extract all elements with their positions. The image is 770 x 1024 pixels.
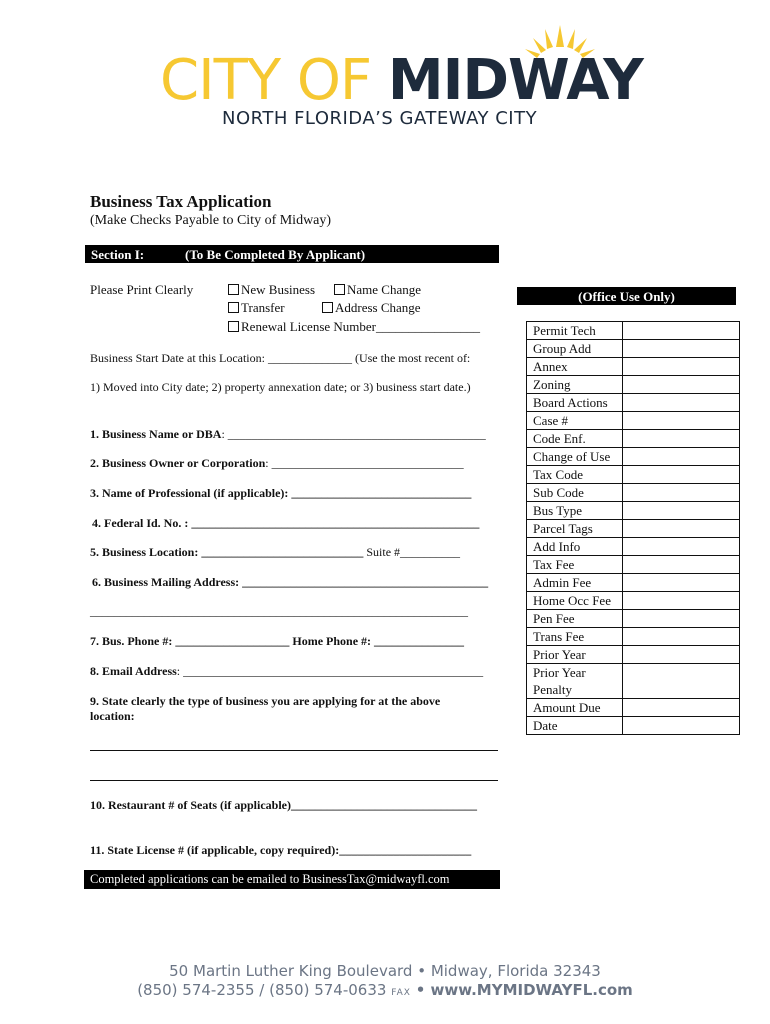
office-row — [527, 717, 740, 735]
office-value-cell[interactable] — [623, 592, 740, 610]
field-restaurant-seats[interactable] — [90, 798, 477, 813]
office-use-header — [517, 287, 736, 305]
logo-city-of: CITY OF — [160, 48, 388, 113]
office-value-cell[interactable] — [623, 412, 740, 430]
field-blank: : __________________________________________________ — [176, 664, 484, 678]
office-use-table — [526, 321, 740, 735]
office-label: Prior Year — [527, 646, 623, 664]
checkbox-box[interactable] — [334, 284, 345, 295]
office-value-cell[interactable] — [623, 340, 740, 358]
field-business-location[interactable] — [90, 545, 460, 560]
field-label: 3. Name of Professional (if applicable): ______________________________ — [90, 486, 472, 500]
field-home-phone: Home Phone #: _______________ — [289, 634, 465, 648]
field-label: 7. Bus. Phone #: ___________________ — [90, 634, 290, 648]
form-subtitle: (Make Checks Payable to City of Midway) — [90, 213, 332, 228]
checkbox-box[interactable] — [322, 302, 333, 313]
field-professional-name[interactable] — [90, 486, 471, 501]
office-row — [527, 502, 740, 520]
office-value-cell[interactable] — [623, 574, 740, 592]
email-instructions-text: Completed applications can be emailed to BusinessTax@midwayfl.com — [90, 872, 450, 886]
office-value-cell[interactable] — [623, 664, 740, 699]
checkbox-label: Renewal License Number________________ — [241, 319, 481, 334]
office-row — [527, 484, 740, 502]
office-value-cell[interactable] — [623, 322, 740, 340]
field-label: location: — [90, 709, 135, 723]
section-note: (To Be Completed By Applicant) — [185, 247, 366, 262]
office-label: Prior Year Penalty — [527, 664, 623, 699]
field-business-type-line2 — [90, 709, 135, 724]
business-type-line-2[interactable] — [90, 780, 498, 781]
office-value-cell[interactable] — [623, 538, 740, 556]
checkbox-name-change[interactable] — [334, 282, 421, 298]
form-title: Business Tax Application — [90, 192, 272, 211]
checkbox-address-change[interactable] — [322, 300, 421, 316]
office-row — [527, 520, 740, 538]
office-value-cell[interactable] — [623, 448, 740, 466]
office-value-cell[interactable] — [623, 628, 740, 646]
checkbox-label: Name Change — [347, 282, 422, 297]
office-label: Add Info — [527, 538, 623, 556]
print-clearly-label: Please Print Clearly — [90, 282, 194, 297]
office-value-cell[interactable] — [623, 484, 740, 502]
fax-label: FAX — [391, 988, 411, 998]
office-label: Change of Use — [527, 448, 623, 466]
office-value-cell[interactable] — [623, 717, 740, 735]
office-label: Annex — [527, 358, 623, 376]
office-row — [527, 340, 740, 358]
office-label: Case # — [527, 412, 623, 430]
logo-wordmark — [160, 48, 643, 113]
checkbox-label: New Business — [241, 282, 316, 297]
office-row — [527, 322, 740, 340]
office-row — [527, 412, 740, 430]
field-business-owner[interactable] — [90, 456, 464, 471]
office-row — [527, 394, 740, 412]
field-blank: : ________________________________ — [265, 456, 464, 470]
office-value-cell[interactable] — [623, 699, 740, 717]
office-row — [527, 664, 740, 699]
field-label: 8. Email Address — [90, 664, 177, 678]
office-label: Tax Fee — [527, 556, 623, 574]
checkbox-label: Transfer — [241, 300, 285, 315]
office-value-cell[interactable] — [623, 520, 740, 538]
office-value-cell[interactable] — [623, 394, 740, 412]
office-row — [527, 376, 740, 394]
field-label: 5. Business Location: ___________________________ — [90, 545, 364, 559]
field-label: 10. Restaurant # of Seats (if applicable)_______________________________ — [90, 798, 477, 812]
office-label: Permit Tech — [527, 322, 623, 340]
website-link[interactable]: • www.MYMIDWAYFL.com — [415, 981, 633, 999]
office-use-title: (Office Use Only) — [578, 289, 675, 304]
office-value-cell[interactable] — [623, 358, 740, 376]
office-row — [527, 610, 740, 628]
office-value-cell[interactable] — [623, 430, 740, 448]
field-federal-id[interactable] — [92, 516, 479, 531]
field-suite: Suite #__________ — [363, 545, 461, 559]
checkbox-box[interactable] — [228, 302, 239, 313]
office-label: Bus Type — [527, 502, 623, 520]
office-value-cell[interactable] — [623, 376, 740, 394]
address-line: 50 Martin Luther King Boulevard • Midway, Florida 32343 — [169, 962, 601, 980]
office-label: Code Enf. — [527, 430, 623, 448]
field-label: 11. State License # (if applicable, copy required):______________________ — [90, 843, 472, 857]
checkbox-renewal[interactable] — [228, 319, 480, 335]
office-label: Amount Due — [527, 699, 623, 717]
email-instructions-bar — [84, 870, 500, 889]
office-label: Trans Fee — [527, 628, 623, 646]
field-mailing-address-cont[interactable]: _______________________________________________________________ — [90, 604, 468, 618]
field-business-type-line1 — [90, 694, 440, 709]
office-row — [527, 628, 740, 646]
office-value-cell[interactable] — [623, 466, 740, 484]
business-type-line-1[interactable] — [90, 750, 498, 751]
office-row — [527, 430, 740, 448]
office-value-cell[interactable] — [623, 502, 740, 520]
checkbox-transfer[interactable] — [228, 300, 285, 316]
office-label: Home Occ Fee — [527, 592, 623, 610]
section-header-bar — [85, 245, 499, 263]
office-row — [527, 448, 740, 466]
logo-midway: MIDWAY — [387, 48, 643, 113]
office-row — [527, 646, 740, 664]
field-blank: : ___________________________________________ — [221, 427, 486, 441]
city-logo — [160, 25, 643, 135]
office-value-cell[interactable] — [623, 646, 740, 664]
office-row — [527, 574, 740, 592]
field-label: 6. Business Mailing Address: _________________________________________ — [92, 575, 489, 589]
office-row — [527, 358, 740, 376]
office-label: Parcel Tags — [527, 520, 623, 538]
field-label: 4. Federal Id. No. : ________________________________________________ — [92, 516, 480, 530]
office-label: Date — [527, 717, 623, 735]
office-value-cell[interactable] — [623, 556, 740, 574]
field-mailing-address[interactable] — [92, 575, 488, 590]
office-value-cell[interactable] — [623, 610, 740, 628]
office-row — [527, 466, 740, 484]
field-label: 2. Business Owner or Corporation — [90, 456, 266, 470]
field-label: 1. Business Name or DBA — [90, 427, 222, 441]
checkbox-box[interactable] — [228, 321, 239, 332]
checkbox-box[interactable] — [228, 284, 239, 295]
start-date-line2: 1) Moved into City date; 2) property annexation date; or 3) business start date.) — [90, 380, 471, 394]
office-label: Tax Code — [527, 466, 623, 484]
field-phones[interactable] — [90, 634, 464, 649]
office-row — [527, 699, 740, 717]
field-state-license[interactable] — [90, 843, 471, 858]
field-email[interactable] — [90, 664, 483, 679]
checkbox-new-business[interactable] — [228, 282, 315, 298]
office-label: Group Add — [527, 340, 623, 358]
section-label: Section I: — [91, 247, 145, 262]
start-date-line1: Business Start Date at this Location: ______________ (Use the most recent of: — [90, 351, 471, 365]
office-row — [527, 592, 740, 610]
office-row — [527, 538, 740, 556]
field-label: 9. State clearly the type of business you are applying for at the above — [90, 694, 441, 708]
phone-numbers: (850) 574-2355 / (850) 574-0633 — [137, 981, 387, 999]
logo-tagline: NORTH FLORIDA’S GATEWAY CITY — [222, 108, 538, 129]
office-row — [527, 556, 740, 574]
contact-line — [0, 981, 770, 999]
checkbox-label: Address Change — [335, 300, 421, 315]
office-label: Sub Code — [527, 484, 623, 502]
field-business-name[interactable] — [90, 427, 486, 442]
office-label: Board Actions — [527, 394, 623, 412]
office-label: Admin Fee — [527, 574, 623, 592]
office-label: Zoning — [527, 376, 623, 394]
office-label: Pen Fee — [527, 610, 623, 628]
